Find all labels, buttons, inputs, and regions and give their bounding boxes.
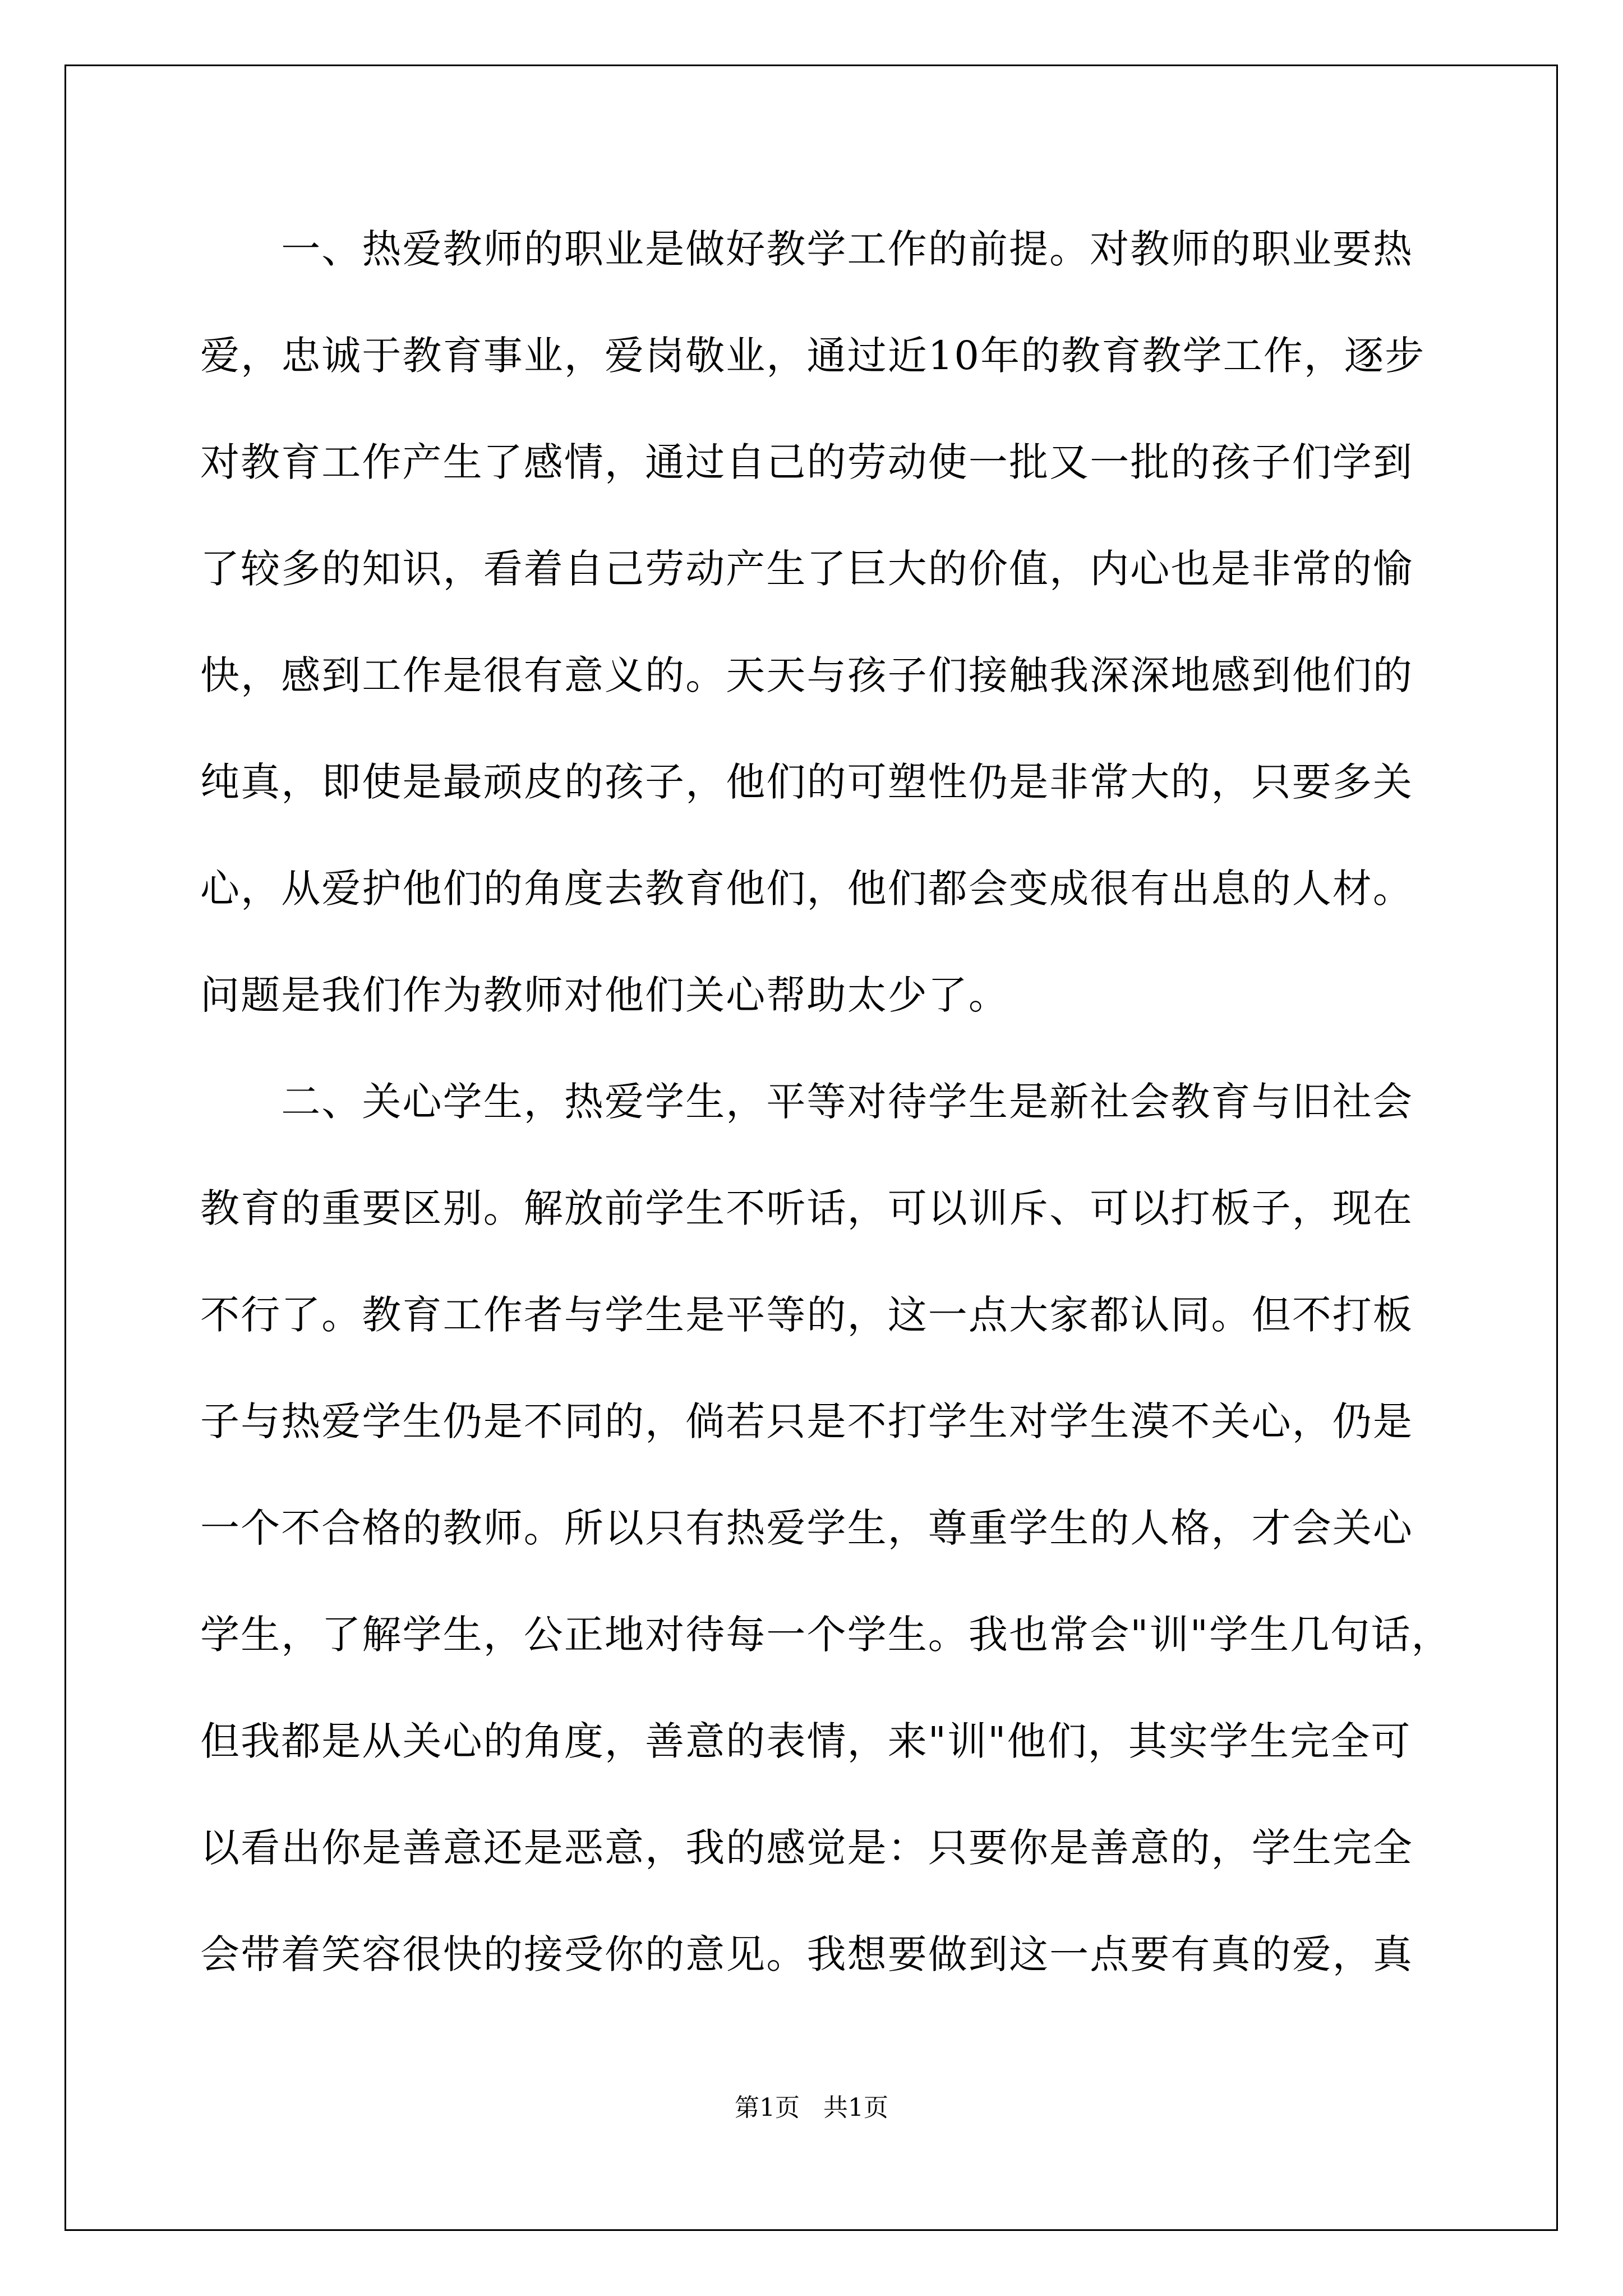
text-line: 但我都是从关心的角度，善意的表情，来"训"他们，其实学生完全可	[200, 1718, 1412, 1764]
text-line: 一个不合格的教师。所以只有热爱学生，尊重学生的人格，才会关心	[200, 1505, 1413, 1551]
text-line: 心，从爱护他们的角度去教育他们，他们都会变成很有出息的人材。	[200, 866, 1413, 912]
text-line: 不行了。教育工作者与学生是平等的，这一点大家都认同。但不打板	[200, 1292, 1413, 1338]
text-line: 快，感到工作是很有意义的。天天与孩子们接触我深深地感到他们的	[200, 652, 1413, 698]
text-line: 以看出你是善意还是恶意，我的感觉是：只要你是善意的，学生完全	[200, 1825, 1413, 1871]
text-line: 会带着笑容很快的接受你的意见。我想要做到这一点要有真的爱，真	[200, 1931, 1413, 1977]
text-line: 学生，了解学生，公正地对待每一个学生。我也常会"训"学生几句话，	[200, 1612, 1452, 1658]
text-line: 纯真，即使是最顽皮的孩子，他们的可塑性仍是非常大的，只要多关	[200, 759, 1413, 805]
text-line: 二、关心学生，热爱学生，平等对待学生是新社会教育与旧社会	[200, 1079, 1413, 1125]
text-line: 一、热爱教师的职业是做好教学工作的前提。对教师的职业要热	[200, 226, 1413, 272]
text-line: 了较多的知识，看着自己劳动产生了巨大的价值，内心也是非常的愉	[200, 546, 1413, 592]
text-line: 问题是我们作为教师对他们关心帮助太少了。	[200, 972, 1009, 1018]
text-line: 对教育工作产生了感情，通过自己的劳动使一批又一批的孩子们学到	[200, 439, 1413, 485]
text-line: 教育的重要区别。解放前学生不听话，可以训斥、可以打板子，现在	[200, 1185, 1413, 1231]
page-number-footer: 第1页 共1页	[735, 2093, 888, 2122]
page-border	[64, 65, 1558, 2231]
text-line: 爱，忠诚于教育事业，爱岗敬业，通过近10年的教育教学工作，逐步	[200, 333, 1426, 379]
text-line: 子与热爱学生仍是不同的，倘若只是不打学生对学生漠不关心，仍是	[200, 1398, 1413, 1444]
